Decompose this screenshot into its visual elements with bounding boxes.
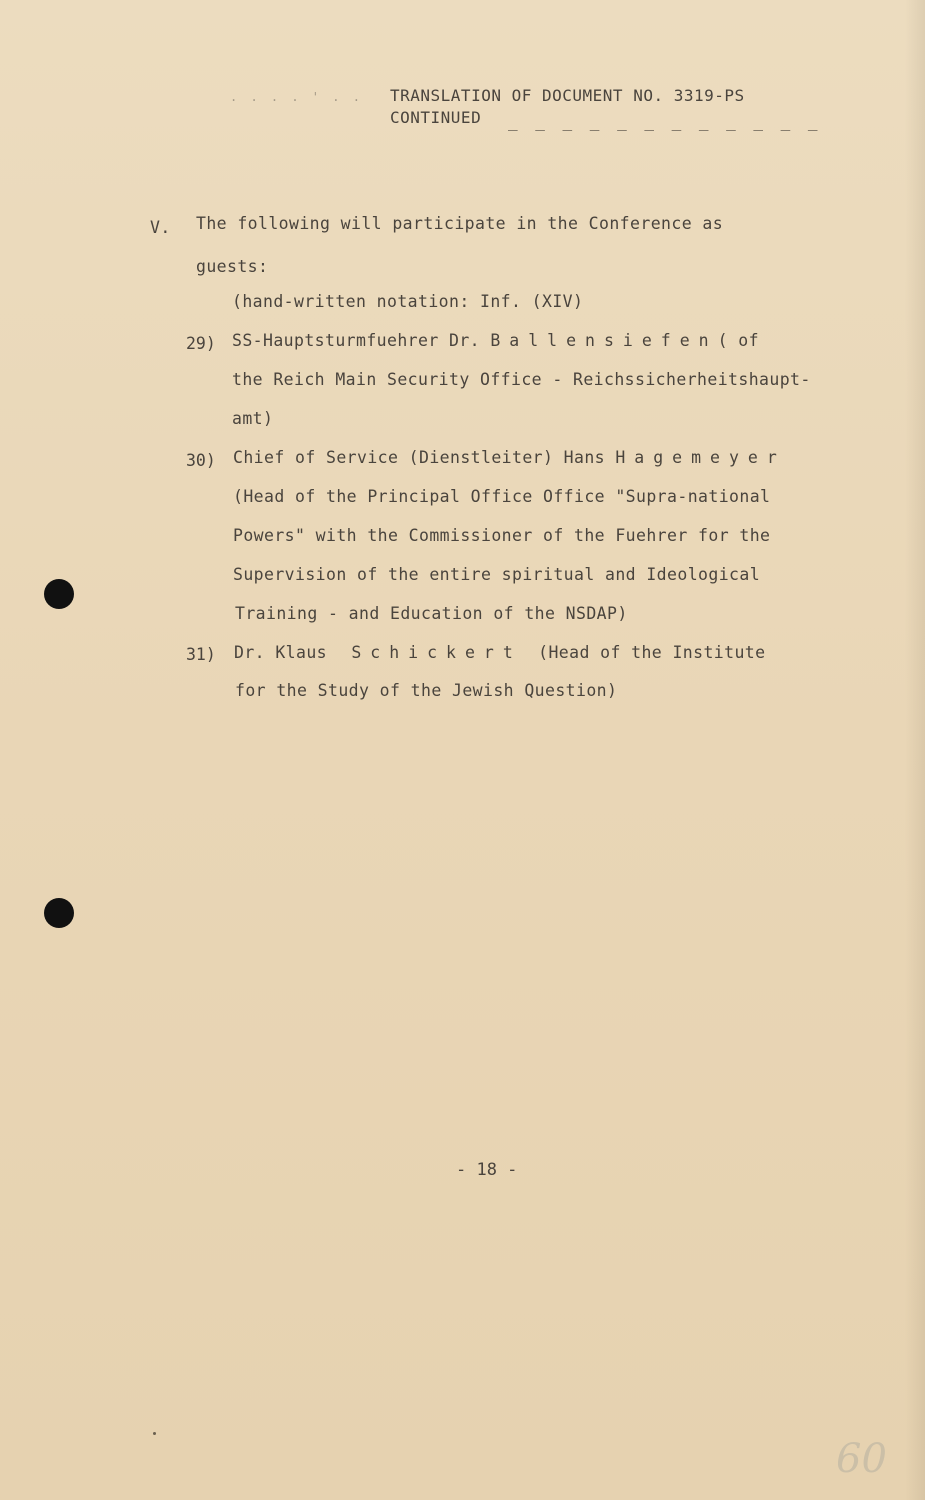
entry-29-line3: amt) xyxy=(232,409,274,428)
entry-30-line5: Training - and Education of the NSDAP) xyxy=(235,604,628,623)
entry-30-line2: (Head of the Principal Office Office "Supra-national xyxy=(233,487,771,506)
page-edge-shadow xyxy=(905,0,925,1500)
entry-30-line4: Supervision of the entire spiritual and Ideological xyxy=(233,565,761,584)
entry-30-title: Chief of Service (Dienstleiter) Hans xyxy=(233,448,606,467)
section-numeral: V. xyxy=(150,218,171,237)
paper-speck xyxy=(153,1432,156,1435)
entry-29-name: Ballensiefen xyxy=(490,331,718,350)
pencil-page-number: 60 xyxy=(836,1436,887,1482)
section-intro-line1: The following will participate in the Conference as xyxy=(196,214,724,233)
entry-31-line2: for the Study of the Jewish Question) xyxy=(235,681,618,700)
entry-31-number: 31) xyxy=(186,645,216,664)
entry-29-line1 xyxy=(232,331,759,350)
entry-31-title: Dr. Klaus xyxy=(234,643,328,662)
punch-hole-upper xyxy=(44,579,74,609)
section-intro-line2: guests: xyxy=(196,257,269,276)
entry-30-line1 xyxy=(233,448,786,467)
entry-31-description: (Head of the Institute xyxy=(538,643,766,662)
entry-29-number: 29) xyxy=(186,334,216,353)
entry-29-line2: the Reich Main Security Office - Reichssicherheitshaupt- xyxy=(232,370,811,389)
page-number: - 18 - xyxy=(456,1160,518,1180)
entry-31-name: Schickert xyxy=(351,643,522,662)
entry-29-after-name: ( of xyxy=(717,331,759,350)
entry-30-name: Hagemeyer xyxy=(615,448,786,467)
entry-30-line3: Powers" with the Commissioner of the Fuehrer for the xyxy=(233,526,771,545)
entry-30-number: 30) xyxy=(186,451,216,470)
continued-label: CONTINUED xyxy=(390,108,482,127)
handwritten-note: (hand-written notation: Inf. (XIV) xyxy=(232,292,584,311)
punch-hole-lower xyxy=(44,898,74,928)
entry-29-rank: SS-Hauptsturmfuehrer Dr. xyxy=(232,331,481,350)
header-smudge: . . . . ' . . xyxy=(230,90,363,104)
document-title: TRANSLATION OF DOCUMENT NO. 3319-PS xyxy=(390,86,745,105)
header-dashes: _ _ _ _ _ _ _ _ _ _ _ _ xyxy=(508,112,822,131)
entry-31-line1 xyxy=(234,643,765,662)
